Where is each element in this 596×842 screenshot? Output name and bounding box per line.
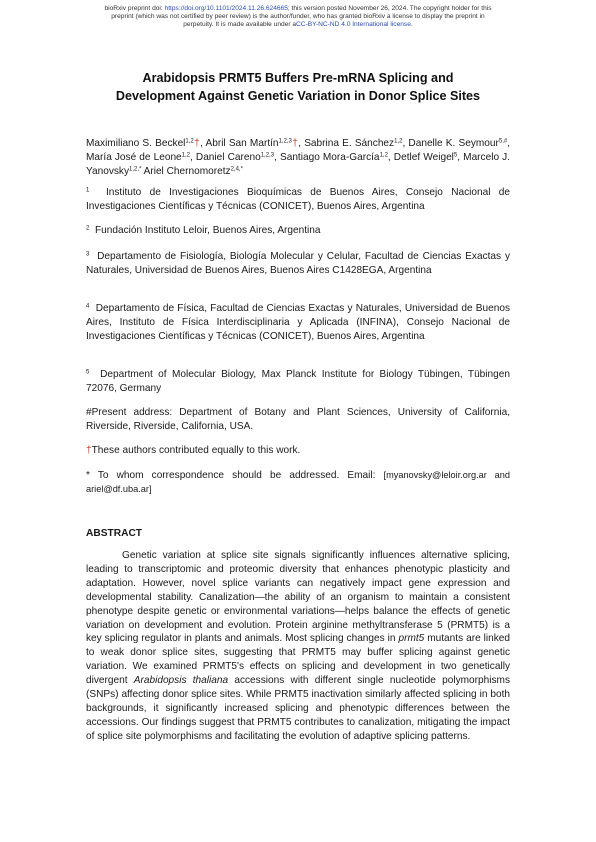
affiliation-1 [86,186,510,214]
author-affiliation: 1,2,3 [260,152,275,159]
affiliation-text: Departamento de Fisiología, Biología Molecular y Celular, Facultad de Ciencias Exactas y Naturales, Universidad de Buenos Aires, Buenos Aires C1428EGA, Argentina [86,251,510,276]
author-2: Abril San Martín$^{1,2,3}$†, [205,138,305,149]
author-7: Santiago Mora-García$^{1,2}$, [279,151,394,163]
dagger-mark: † [193,138,201,149]
author-5: María José de Leone$^{1,2}$, [86,151,196,163]
header-text-c: perpetuity. It is made available under a [183,21,297,29]
author-8: Detlef Weigel$^5$, [393,151,464,163]
author-affiliation: 5,# [498,138,508,145]
author-name: Sabrina E. Sánchez [304,138,395,149]
author-name: María José de Leone [86,151,182,163]
header-text-d: . [410,21,413,29]
abstract-text-3: accessions with different single nucleotide polymorphisms (SNPs) affecting donor splice sites. While PRMT5 inactivation similarly affected splicing in both backgrounds, it significantly increased splicing and phenotypic differences between the accessions. Our findings suggest that PRMT5 contributes to canalization, mitigating the impact of splice site polymorphisms and facilitating the evolution of adaptive splicing patterns. [86,675,510,742]
header-line-2: preprint (which was not certified by peer review) is the author/funder, who has granted bioRxiv a license to display the preprint in [111,13,485,21]
abstract-heading: ABSTRACT [86,528,143,539]
correspondence-emails: [myanovsky@leloir.org.ar and ariel@df.uba.ar] [86,470,510,494]
affiliation-text: Fundación Instituto Leloir, Buenos Aires, Argentina [94,225,321,236]
dagger-mark: † [86,445,92,456]
preprint-header [40,5,556,30]
license-link[interactable]: CC-BY-NC-ND 4.0 International license [296,21,411,29]
title-line-1: Arabidopsis PRMT5 Buffers Pre-mRNA Splicing and [142,71,454,85]
author-affiliation: 1,2 [394,138,403,145]
author-name: Detlef Weigel [393,151,454,163]
abstract-italic-species: Arabidopsis thaliana [133,675,229,687]
affiliation-5 [86,368,510,396]
affiliation-text: Instituto de Investigaciones Bioquímicas de Buenos Aires, Consejo Nacional de Investigaciones Científicas y Técnicas (CONICET), Buenos Aires, Argentina [86,187,511,212]
author-affiliation: 1,2 [379,152,388,159]
affiliation-3 [86,250,510,278]
author-affiliation: 1,2 [185,138,194,145]
abstract-text-1: Genetic variation at splice site signals significantly influences alternative splicing, leading to transcriptomic and proteomic diversity that enhances phenotypic plasticity and adaptation. However, novel splice variants can negatively impact gene expression and developmental stability. Canalization—the ability of an organism to maintain a consistent phenotype despite genetic or environmental variations—helps balance the effects of genetic variation on development and evolution. Protein arginine methyltransferase 5 (PRMT5) is a key splicing regulator in plants and animals. Most splicing changes in [86,550,510,645]
dagger-mark: † [291,138,299,149]
author-name: Abril San Martín [205,138,279,149]
author-name: Marcelo J. Yanovsky [86,151,510,177]
affiliation-number: 3 [86,251,90,258]
header-text-a: bioRxiv preprint doi: [104,5,165,12]
author-list [86,137,510,178]
title-line-2: Development Against Genetic Variation in Donor Splice Sites [115,88,481,103]
affiliation-number: 5 [86,369,90,376]
header-line-1 [40,5,556,13]
affiliation-2 [86,224,510,238]
header-line-3 [40,21,556,29]
author-affiliation: 1,2 [181,152,191,159]
author-affiliation: 1,2,3 [278,138,292,145]
author-name: Danelle K. Seymour [408,138,499,149]
paper-title [60,70,536,105]
equal-contribution-note [86,444,510,458]
author-name: Maximiliano S. Beckel [86,138,186,149]
present-address: #Present address: Department of Botany and Plant Sciences, University of California, Riverside, Riverside, California, USA. [86,407,510,432]
abstract-text-2: mutants are linked to weak donor splice sites, suggesting that PRMT5 may buffer splicing against genetic variation. We examined PRMT5's effects on splicing and development in two genetically divergent [86,633,511,687]
correspondence-note [86,469,510,497]
doi-link[interactable]: https://doi.org/10.1101/2024.11.26.624665 [164,5,288,12]
correspondence-text: * To whom correspondence should be addressed. Email: [86,470,384,481]
abstract-body [86,549,510,744]
author-name: Daniel Careno [195,151,261,163]
affiliation-text: Department of Molecular Biology, Max Planck Institute for Biology Tübingen, Tübingen 72076, Germany [86,369,510,394]
affiliation-number: 1 [86,187,90,194]
affiliation-number: 4 [86,303,90,310]
header-text-b: ; this version posted November 26, 2024. The copyright holder for this [287,5,492,12]
author-6: Daniel Careno$^{1,2,3}$, [195,151,280,163]
author-affiliation: 2,4,* [230,166,243,173]
affiliation-4 [86,302,510,343]
equal-contribution-text: These authors contributed equally to this work. [91,445,301,456]
author-1: Maximiliano S. Beckel$^{1,2}$†, [86,138,206,149]
author-affiliation: 5 [453,152,458,159]
abstract-italic-prmt5: prmt5 [398,633,425,645]
author-affiliation: 1,2,* [129,166,142,173]
author-4: Danelle K. Seymour$^{5,\#}$, [408,138,511,149]
affiliation-number: 2 [86,225,90,232]
author-10 [144,166,243,177]
author-3: Sabrina E. Sánchez$^{1,2}$, [304,138,409,149]
author-name: Santiago Mora-García [279,151,380,163]
author-name: Ariel Chernomoretz [143,165,231,177]
affiliation-text: Departamento de Física, Facultad de Ciencias Exactas y Naturales, Universidad de Buenos Aires, Instituto de Física Interdisciplinaria y Aplicada (INFINA), Consejo Nacional de Investigaciones Científicas y Técnicas (CONICET), Buenos Aires, Argentina [86,303,510,342]
